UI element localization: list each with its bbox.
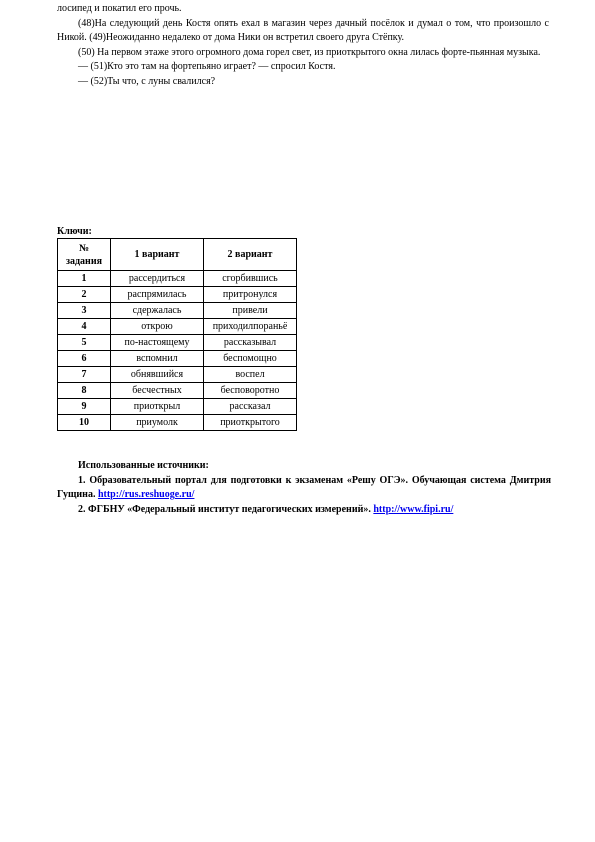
story-line-top: лосипед и покатил его прочь. <box>57 3 182 14</box>
table-row <box>58 335 297 351</box>
table-row <box>58 271 297 287</box>
header-task-number: № задания <box>58 239 111 271</box>
cell-task-number: 2 <box>58 287 111 303</box>
source-item-1 <box>57 474 551 503</box>
table-row <box>58 303 297 319</box>
table-row <box>58 319 297 335</box>
sources-heading: Использованные источники: <box>78 460 209 471</box>
cell-task-number: 9 <box>58 399 111 415</box>
story-paragraph-50: (50) На первом этаже этого огромного дома горел свет, из приоткрытого окна лилась форте-пьянная музыка. <box>78 46 541 58</box>
cell-variant-1: рассердиться <box>111 271 204 287</box>
story-paragraph-48-49: (48)На следующий день Костя опять ехал в магазин через дачный посёлок и думал о том, что произошло с Никой. (49)Неожиданно недалеко от дома Ники он встретил своего друга Стёпку. <box>57 17 549 44</box>
cell-variant-2: рассказывал <box>204 335 297 351</box>
source-item-1-text: 1. Образовательный портал для подготовки к экзаменам «Решу ОГЭ». Обучающая система Дмитрия Гущина. <box>57 474 551 501</box>
cell-task-number: 7 <box>58 367 111 383</box>
cell-variant-2: сгорбившись <box>204 271 297 287</box>
table-header-row <box>58 239 297 271</box>
cell-task-number: 1 <box>58 271 111 287</box>
cell-variant-1: приумолк <box>111 415 204 431</box>
sources-section <box>57 459 551 517</box>
cell-variant-1: открою <box>111 319 204 335</box>
cell-variant-2: приходилпораньё <box>204 319 297 335</box>
table-row <box>58 383 297 399</box>
cell-variant-2: привели <box>204 303 297 319</box>
source-item-2 <box>57 503 551 518</box>
cell-variant-2: воспел <box>204 367 297 383</box>
table-row <box>58 367 297 383</box>
cell-variant-2: приоткрытого <box>204 415 297 431</box>
cell-task-number: 3 <box>58 303 111 319</box>
cell-variant-2: притронулся <box>204 287 297 303</box>
cell-variant-1: по-настоящему <box>111 335 204 351</box>
table-row <box>58 415 297 431</box>
story-paragraph-51: — (51)Кто это там на фортепьяно играет? — спросил Костя. <box>78 61 336 73</box>
table-row <box>58 399 297 415</box>
cell-variant-1: обнявшийся <box>111 367 204 383</box>
cell-task-number: 10 <box>58 415 111 431</box>
keys-title: Ключи: <box>57 226 92 237</box>
header-variant-2: 2 вариант <box>204 239 297 271</box>
source-item-2-text: 2. ФГБНУ «Федеральный институт педагогических измерений». <box>78 503 371 515</box>
cell-task-number: 4 <box>58 319 111 335</box>
cell-task-number: 8 <box>58 383 111 399</box>
cell-task-number: 5 <box>58 335 111 351</box>
answer-keys-table <box>57 238 297 431</box>
cell-variant-2: беспомощно <box>204 351 297 367</box>
story-paragraph-52: — (52)Ты что, с луны свалился? <box>78 75 216 87</box>
cell-variant-1: приоткрыл <box>111 399 204 415</box>
cell-variant-2: рассказал <box>204 399 297 415</box>
cell-task-number: 6 <box>58 351 111 367</box>
source-link-reshuoge[interactable]: http://rus.reshuoge.ru/ <box>97 489 195 501</box>
cell-variant-1: сдержалась <box>111 303 204 319</box>
cell-variant-1: вспомнил <box>111 351 204 367</box>
cell-variant-1: бесчестных <box>111 383 204 399</box>
table-row <box>58 351 297 367</box>
cell-variant-2: бесповоротно <box>204 383 297 399</box>
table-row <box>58 287 297 303</box>
story-text <box>57 2 549 90</box>
table-body <box>58 271 297 431</box>
header-variant-1: 1 вариант <box>111 239 204 271</box>
cell-variant-1: распрямилась <box>111 287 204 303</box>
source-link-fipi[interactable]: http://www.fipi.ru/ <box>373 503 454 515</box>
